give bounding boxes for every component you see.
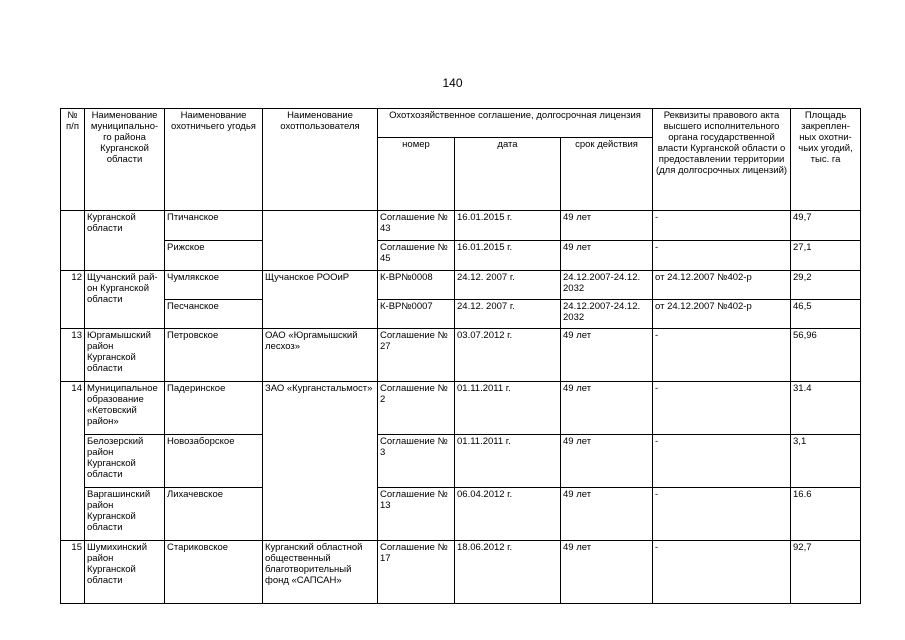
cell-user: ЗАО «Курганстальмост» bbox=[263, 382, 378, 541]
header-agreement-term: срок действия bbox=[561, 138, 653, 211]
cell-act: - bbox=[653, 382, 791, 435]
cell-area: 16.6 bbox=[791, 488, 861, 541]
table-row bbox=[61, 300, 861, 329]
header-legal-act: Реквизиты правового акта высшего исполнительного органа государственной власти Курганской области о предоставлении территории (для долгосрочных лицензий) bbox=[653, 109, 791, 211]
cell-number: Соглашение № 43 bbox=[378, 211, 455, 241]
table-row bbox=[61, 329, 861, 382]
cell-district: Белозерский район Курганской области bbox=[85, 435, 165, 488]
cell-term: 24.12.2007-24.12. 2032 bbox=[561, 300, 653, 329]
cell-area: 29,2 bbox=[791, 271, 861, 300]
cell-act: - bbox=[653, 541, 791, 604]
table-row bbox=[61, 241, 861, 271]
table-row bbox=[61, 541, 861, 604]
cell-district: Варгашинский район Курганской области bbox=[85, 488, 165, 541]
header-agreement-number: номер bbox=[378, 138, 455, 211]
cell-date: 18.06.2012 г. bbox=[455, 541, 561, 604]
cell-number: Соглашение № 17 bbox=[378, 541, 455, 604]
cell-term: 49 лет bbox=[561, 435, 653, 488]
cell-num: 12 bbox=[61, 271, 85, 329]
cell-ground: Птичанское bbox=[165, 211, 263, 241]
cell-act: - bbox=[653, 329, 791, 382]
cell-district: Шумихинский район Курганской области bbox=[85, 541, 165, 604]
cell-ground: Рижское bbox=[165, 241, 263, 271]
hunting-grounds-table bbox=[60, 108, 861, 604]
header-ground: Наименование охотничьего угодья bbox=[165, 109, 263, 211]
cell-district: Курганской области bbox=[85, 211, 165, 271]
cell-term: 49 лет bbox=[561, 541, 653, 604]
cell-date: 24.12. 2007 г. bbox=[455, 271, 561, 300]
cell-ground: Новозаборское bbox=[165, 435, 263, 488]
cell-ground: Лихачевское bbox=[165, 488, 263, 541]
page-number: 140 bbox=[442, 76, 463, 90]
cell-date: 01.11.2011 г. bbox=[455, 382, 561, 435]
cell-date: 03.07.2012 г. bbox=[455, 329, 561, 382]
cell-term: 49 лет bbox=[561, 211, 653, 241]
cell-ground: Песчанское bbox=[165, 300, 263, 329]
cell-ground: Стариковское bbox=[165, 541, 263, 604]
cell-district: Юргамышский район Курганской области bbox=[85, 329, 165, 382]
cell-user bbox=[263, 211, 378, 271]
table-row bbox=[61, 435, 861, 488]
cell-area: 92,7 bbox=[791, 541, 861, 604]
table-row bbox=[61, 211, 861, 241]
cell-act: - bbox=[653, 241, 791, 271]
cell-number: К-ВР№0008 bbox=[378, 271, 455, 300]
cell-term: 49 лет bbox=[561, 329, 653, 382]
cell-num: 14 bbox=[61, 382, 85, 541]
cell-date: 16.01.2015 г. bbox=[455, 241, 561, 271]
cell-district: Муниципальное образование «Кетовский район» bbox=[85, 382, 165, 435]
cell-act: от 24.12.2007 №402-р bbox=[653, 300, 791, 329]
table-row bbox=[61, 271, 861, 300]
cell-act: - bbox=[653, 488, 791, 541]
cell-act: от 24.12.2007 №402-р bbox=[653, 271, 791, 300]
cell-num bbox=[61, 211, 85, 271]
cell-date: 16.01.2015 г. bbox=[455, 211, 561, 241]
cell-date: 24.12. 2007 г. bbox=[455, 300, 561, 329]
cell-term: 49 лет bbox=[561, 488, 653, 541]
cell-number: Соглашение № 3 bbox=[378, 435, 455, 488]
cell-ground: Чумлякское bbox=[165, 271, 263, 300]
cell-area: 27,1 bbox=[791, 241, 861, 271]
cell-ground: Петровское bbox=[165, 329, 263, 382]
cell-term: 24.12.2007-24.12. 2032 bbox=[561, 271, 653, 300]
cell-ground: Падеринское bbox=[165, 382, 263, 435]
cell-act: - bbox=[653, 435, 791, 488]
cell-term: 49 лет bbox=[561, 241, 653, 271]
header-area: Площадь закреплен-ных охотни-чьих угодий, тыс. га bbox=[791, 109, 861, 211]
table-row bbox=[61, 382, 861, 435]
cell-district: Щучанский рай-он Курганской области bbox=[85, 271, 165, 329]
cell-number: Соглашение № 13 bbox=[378, 488, 455, 541]
cell-user: ОАО «Юргамышский лесхоз» bbox=[263, 329, 378, 382]
cell-num: 13 bbox=[61, 329, 85, 382]
cell-term: 49 лет bbox=[561, 382, 653, 435]
cell-num: 15 bbox=[61, 541, 85, 604]
cell-area: 46,5 bbox=[791, 300, 861, 329]
cell-act: - bbox=[653, 211, 791, 241]
header-num: № п/п bbox=[61, 109, 85, 211]
cell-area: 56,96 bbox=[791, 329, 861, 382]
cell-date: 01.11.2011 г. bbox=[455, 435, 561, 488]
cell-area: 3,1 bbox=[791, 435, 861, 488]
table-row bbox=[61, 488, 861, 541]
cell-number: К-ВР№0007 bbox=[378, 300, 455, 329]
header-agreement-date: дата bbox=[455, 138, 561, 211]
cell-area: 31.4 bbox=[791, 382, 861, 435]
header-agreement: Охотхозяйственное соглашение, долгосрочная лицензия bbox=[378, 109, 653, 138]
cell-user: Щучанское РООиР bbox=[263, 271, 378, 329]
cell-number: Соглашение № 2 bbox=[378, 382, 455, 435]
cell-number: Соглашение № 45 bbox=[378, 241, 455, 271]
cell-date: 06.04.2012 г. bbox=[455, 488, 561, 541]
cell-number: Соглашение № 27 bbox=[378, 329, 455, 382]
cell-area: 49,7 bbox=[791, 211, 861, 241]
header-district: Наименование муниципально-го района Курганской области bbox=[85, 109, 165, 211]
header-user: Наименование охотпользователя bbox=[263, 109, 378, 211]
cell-user: Курганский областной общественный благотворительный фонд «САПСАН» bbox=[263, 541, 378, 604]
